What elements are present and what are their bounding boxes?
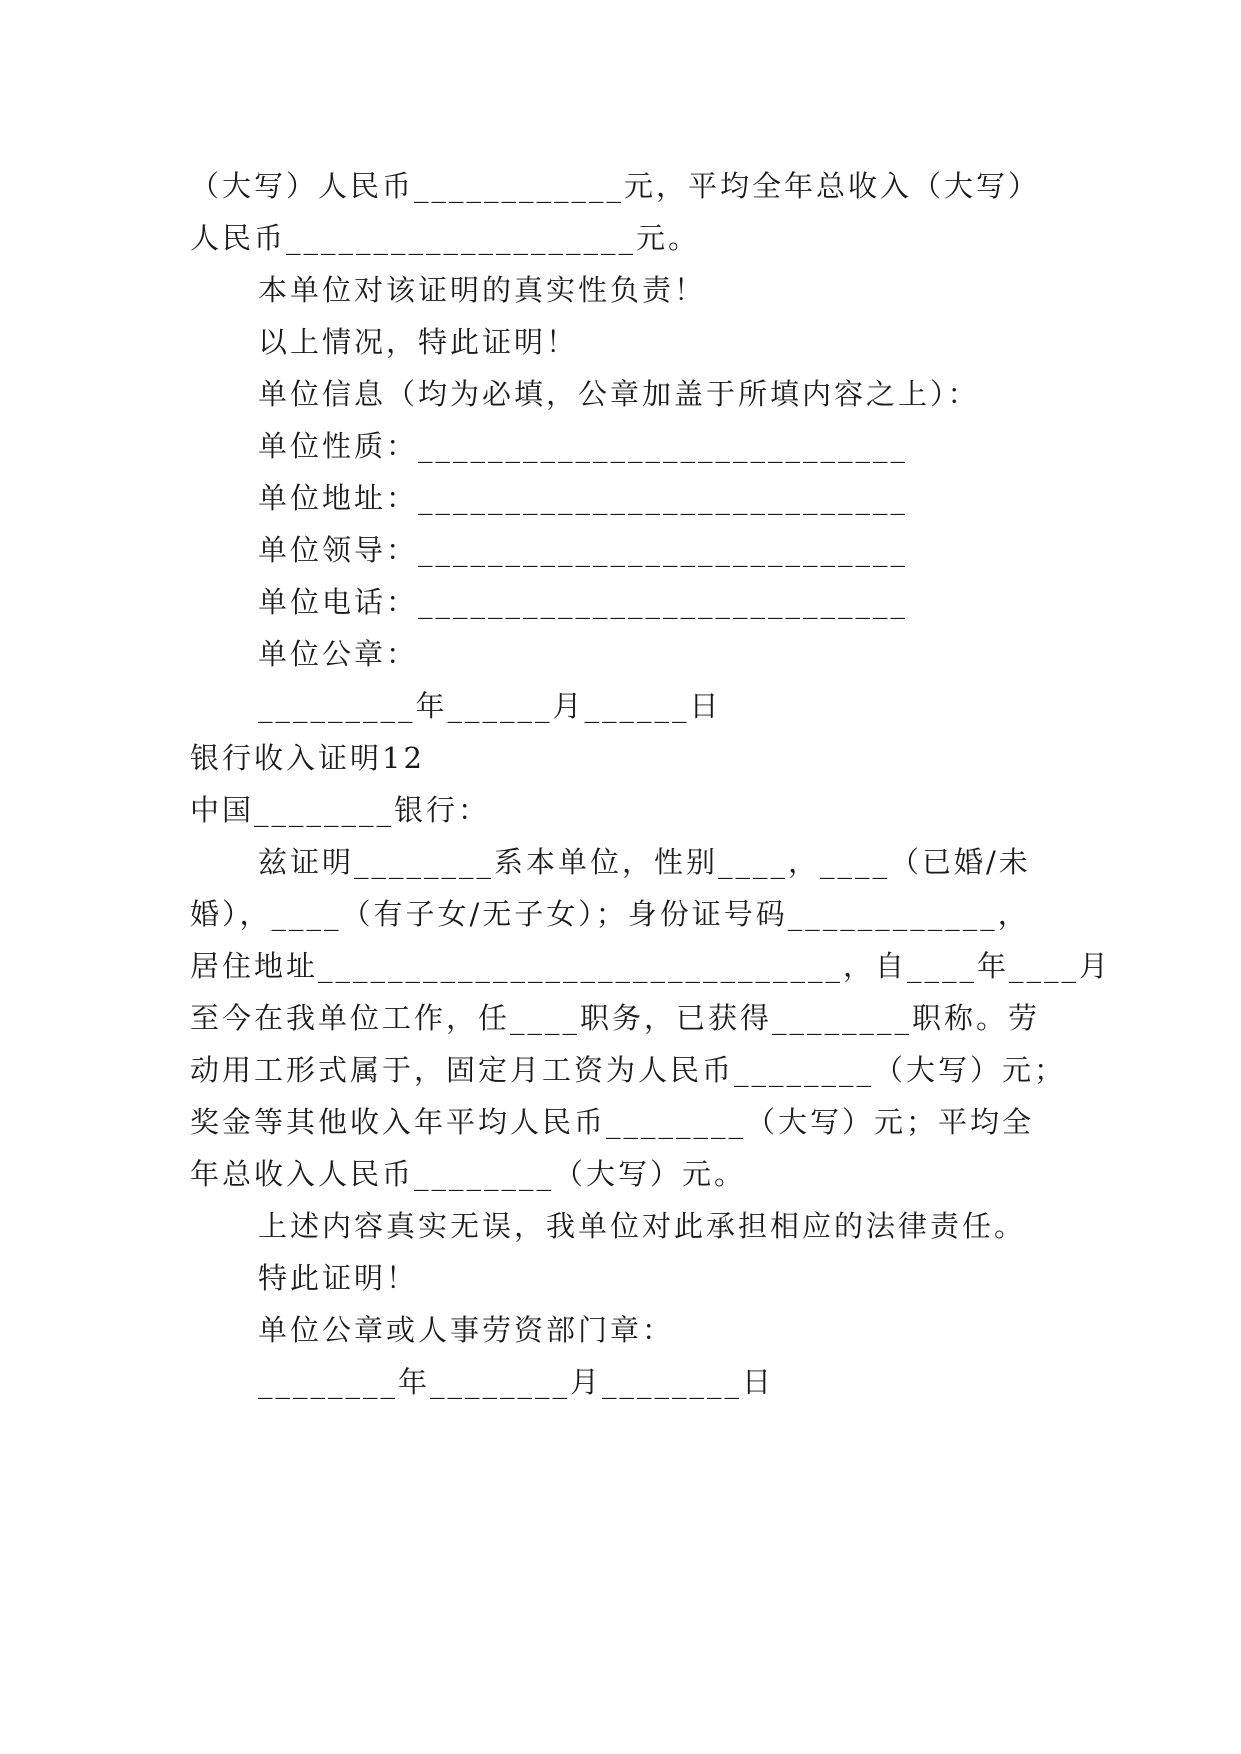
seal-field: 单位公章或人事劳资部门章： xyxy=(258,1313,675,1347)
unit-phone-field: 单位电话：____________________________ xyxy=(258,585,909,619)
paragraph-line: 至今在我单位工作，任____职务，已获得________职称。劳 xyxy=(190,1001,1041,1035)
paragraph-line: 兹证明________系本单位，性别____，____（已婚/未 xyxy=(258,845,1031,879)
unit-address-field: 单位地址：____________________________ xyxy=(258,481,909,515)
paragraph-line: 人民币____________________元。 xyxy=(190,221,701,255)
statement-certify: 以上情况，特此证明！ xyxy=(258,325,579,359)
paragraph-line: 居住地址______________________________，自____年____月 xyxy=(190,949,1112,983)
paragraph-line: 动用工形式属于，固定月工资为人民币________（大写）元； xyxy=(190,1053,1067,1087)
date-line: ________年________月________日 xyxy=(258,1365,775,1399)
unit-info-heading: 单位信息（均为必填，公章加盖于所填内容之上）： xyxy=(258,377,980,411)
date-line: _________年______月______日 xyxy=(258,689,722,723)
statement-liability: 上述内容真实无误，我单位对此承担相应的法律责任。 xyxy=(258,1209,1027,1243)
statement-certify: 特此证明！ xyxy=(258,1261,419,1295)
unit-seal-field: 单位公章： xyxy=(258,637,419,671)
section-title: 银行收入证明12 xyxy=(190,741,425,775)
statement-responsibility: 本单位对该证明的真实性负责！ xyxy=(258,273,707,307)
unit-nature-field: 单位性质：____________________________ xyxy=(258,429,909,463)
paragraph-line: （大写）人民币____________元，平均全年总收入（大写） xyxy=(190,169,1041,203)
paragraph-line: 奖金等其他收入年平均人民币________（大写）元；平均全 xyxy=(190,1105,1035,1139)
unit-leader-field: 单位领导：____________________________ xyxy=(258,533,909,567)
paragraph-line: 年总收入人民币________（大写）元。 xyxy=(190,1157,747,1191)
paragraph-line: 婚），____（有子女/无子女）；身份证号码____________， xyxy=(190,897,1030,931)
addressee-line: 中国________银行： xyxy=(190,793,491,827)
